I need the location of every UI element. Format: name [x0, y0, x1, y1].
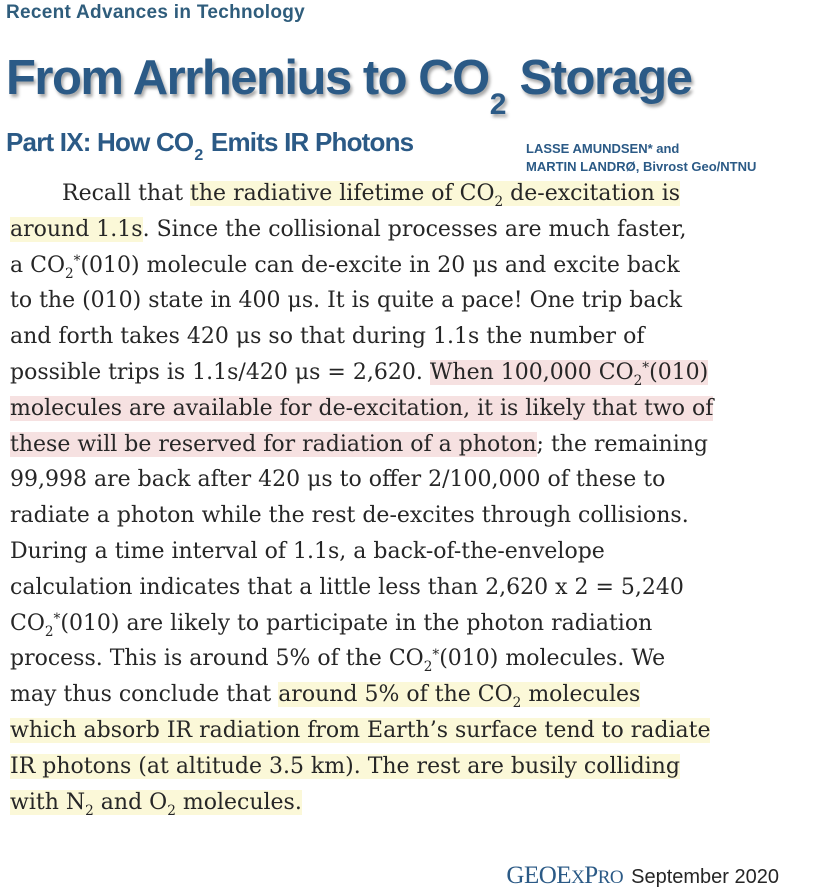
highlight-pink [429, 359, 709, 390]
highlight-yellow: which absorb IR radiation from Earth’s surface tend to radiate [10, 717, 711, 743]
title-subscript: 2 [489, 88, 507, 121]
text-run: . Since the collisional processes are much faster, [142, 216, 687, 242]
highlight-yellow [278, 682, 641, 712]
logo-text: GEO [506, 862, 557, 889]
highlight-yellow: around 1.1s [10, 216, 143, 242]
geoexpro-logo [506, 862, 623, 890]
body-line [0, 677, 827, 713]
subtitle-subscript: 2 [194, 147, 203, 164]
subscript: 2 [512, 695, 522, 712]
body-line: calculation indicates that a little less than 2,620 x 2 = 5,240 [10, 574, 684, 600]
text-run: and O [93, 789, 168, 815]
body-line [0, 212, 827, 248]
body-line: 99,998 are back after 420 μs to offer 2/100,000 of these to [10, 467, 666, 493]
section-label: Recent Advances in Technology [6, 2, 306, 23]
author-byline [526, 140, 756, 176]
highlight-yellow [10, 789, 302, 819]
text-run: possible trips is 1.1s/420 μs = 2,620. [10, 359, 430, 385]
article-body [0, 176, 827, 820]
text-run: When 100,000 CO [429, 359, 634, 385]
text-run: molecules [521, 682, 641, 708]
body-line [0, 785, 827, 821]
text-run: Recall that [62, 181, 191, 206]
body-line [0, 749, 827, 785]
article-subtitle [6, 127, 414, 164]
text-run: (010) molecule can de-excite in 20 μs and excite back [80, 252, 680, 278]
title-text: From Arrhenius to CO [6, 51, 489, 105]
body-line: to the (010) state in 400 μs. It is quite a pace! One trip back [10, 288, 683, 314]
subtitle-text-end: Emits IR Photons [210, 127, 414, 157]
superscript: * [642, 360, 650, 377]
author-line-2: MARTIN LANDRØ, Bivrost Geo/NTNU [526, 159, 757, 174]
subscript: 2 [64, 265, 74, 282]
superscript: * [53, 610, 61, 627]
highlight-pink: these will be reserved for radiation of a photon [10, 431, 537, 457]
body-line [0, 355, 827, 391]
body-line [0, 391, 827, 427]
subscript: 2 [633, 373, 643, 390]
subscript: 2 [85, 802, 94, 819]
text-run: CO [10, 610, 45, 636]
subscript: 2 [44, 623, 54, 640]
logo-text: X [571, 867, 585, 888]
logo-text: P [584, 862, 598, 889]
text-run: may thus conclude that [10, 682, 279, 708]
text-run: process. This is around 5% of the CO [10, 646, 424, 672]
body-line: and forth takes 420 μs so that during 1.1s the number of [10, 324, 645, 350]
superscript: * [432, 646, 440, 663]
body-line: radiate a photon while the rest de-excites through collisions. [10, 503, 689, 529]
body-line: During a time interval of 1.1s, a back-of-the-envelope [10, 538, 605, 564]
body-line [0, 248, 827, 284]
subscript: 2 [494, 194, 504, 211]
subscript: 2 [167, 802, 176, 819]
highlight-yellow [190, 181, 681, 211]
text-run: ; the remaining [536, 431, 708, 457]
page-footer [506, 862, 779, 890]
author-line-1: LASSE AMUNDSEN* and [526, 141, 680, 156]
subtitle-text: Part IX: How CO [6, 127, 194, 157]
body-line [0, 176, 827, 212]
text-run: around 5% of the CO [278, 682, 513, 708]
logo-text: E [556, 862, 572, 889]
body-line [0, 606, 827, 642]
text-run: with N [10, 789, 86, 815]
highlight-pink: molecules are available for de-excitation, it is likely that two of [10, 395, 714, 421]
body-line [0, 427, 827, 463]
subscript: 2 [423, 659, 433, 676]
body-line [0, 713, 827, 749]
logo-text: RO [597, 867, 624, 888]
text-run: a CO [10, 252, 65, 278]
superscript: * [73, 252, 81, 269]
text-run: (010) molecules. We [439, 646, 666, 672]
text-run: (010) are likely to participate in the photon radiation [60, 610, 653, 636]
text-run: the radiative lifetime of CO [190, 181, 495, 206]
text-run: molecules. [175, 789, 302, 815]
text-run: (010) [649, 359, 709, 385]
text-run: de-excitation is [503, 181, 681, 206]
article-title [6, 48, 692, 121]
highlight-yellow: IR photons (at altitude 3.5 km). The rest are busily colliding [10, 753, 680, 779]
issue-date: September 2020 [631, 866, 779, 888]
title-text-end: Storage [519, 51, 692, 105]
body-line [0, 641, 827, 677]
